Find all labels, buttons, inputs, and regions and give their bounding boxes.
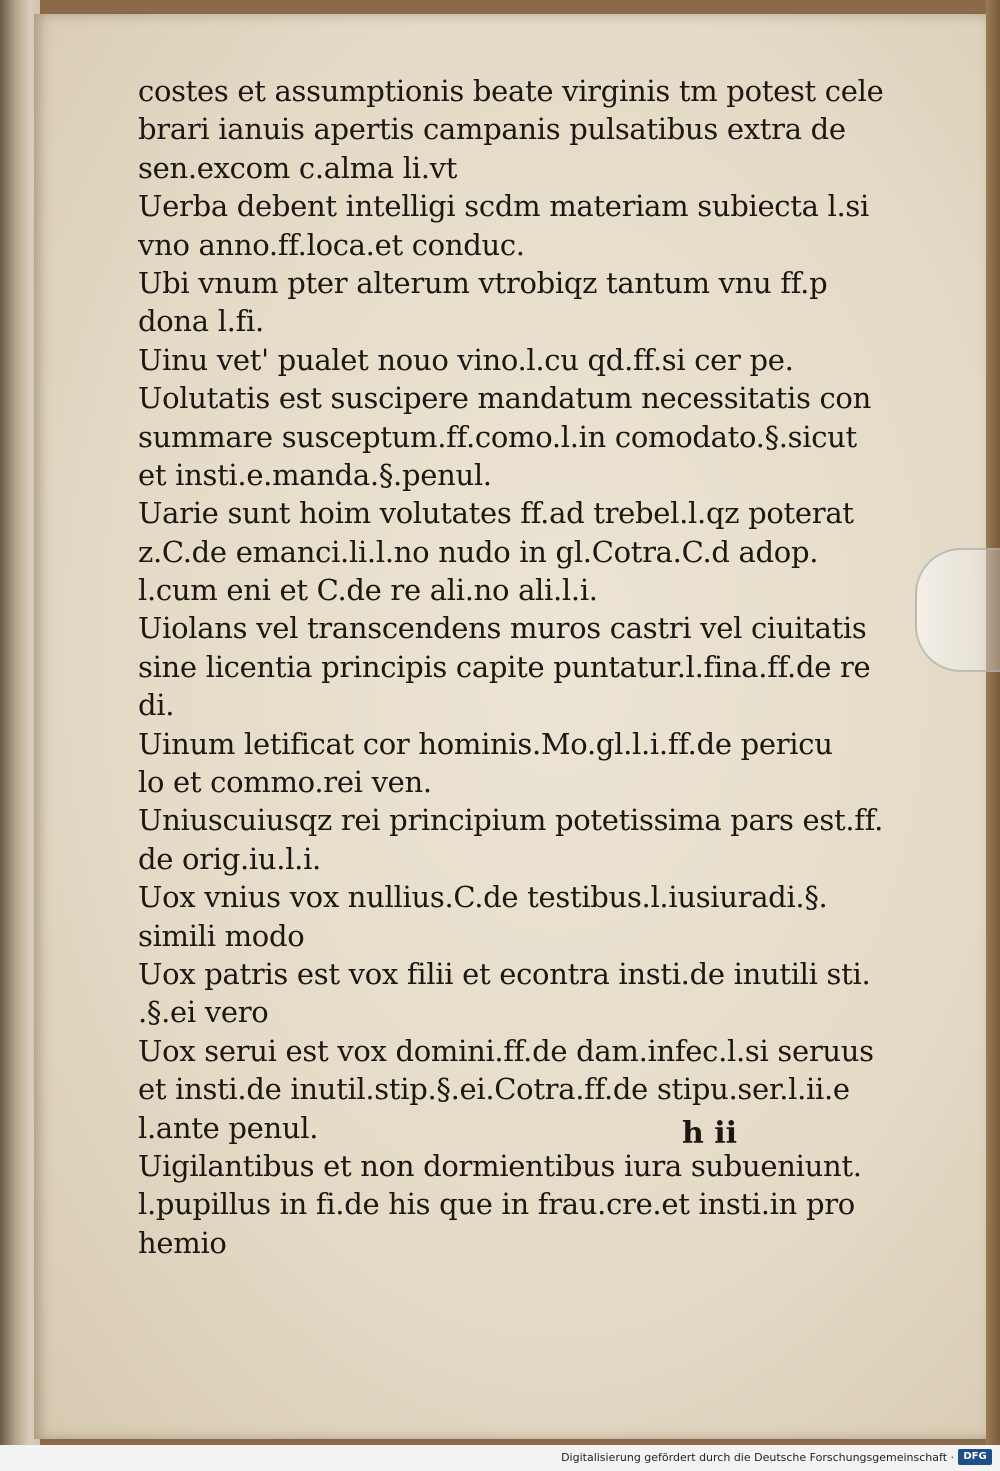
text-line: Uigilantibus et non dormientibus iura subueniunt. (138, 1148, 862, 1183)
text-line: Ubi vnum pter alterum vtrobiqz tantum vnu ff.p (138, 265, 828, 300)
text-line: sine licentia principis capite puntatur.l.fina.ff.de re (138, 649, 871, 684)
text-line: Uolutatis est suscipere mandatum necessitatis con (138, 381, 871, 416)
text-line: simili modo (138, 918, 305, 953)
text-line: Uiolans vel transcendens muros castri vel ciuitatis (138, 611, 867, 646)
text-line: costes et assumptionis beate virginis tm potest cele (138, 74, 884, 108)
text-line: Uniuscuiusqz rei principium potetissima pars est.ff. (138, 803, 884, 838)
text-line: Uox vnius vox nullius.C.de testibus.l.iusiuradi.§. (138, 880, 828, 915)
text-line: Uinum letificat cor hominis.Mo.gl.l.i.ff.de pericu (138, 726, 833, 761)
signature-mark: h ii (682, 1116, 738, 1151)
footer-credit: Digitalisierung gefördert durch die Deutsche Forschungsgemeinschaft · (561, 1451, 954, 1464)
text-line: sen.excom c.alma li.vt (138, 150, 458, 185)
text-line: z.C.de emanci.li.l.no nudo in gl.Cotra.C.d adop. (138, 534, 819, 569)
text-line: Uox serui est vox domini.ff.de dam.infec.l.si seruus (138, 1033, 874, 1068)
text-line: et insti.de inutil.stip.§.ei.Cotra.ff.de stipu.ser.l.ii.e (138, 1072, 850, 1107)
text-line: Uinu vet' pualet nouo vino.l.cu qd.ff.si cer pe. (138, 342, 794, 377)
text-line: Uarie sunt hoim volutates ff.ad trebel.l.qz poterat (138, 496, 854, 531)
text-line: l.ante penul. (138, 1110, 319, 1145)
page-clip (915, 548, 1000, 672)
footer-bar (0, 1445, 1000, 1471)
dfg-logo-icon: DFG (958, 1449, 992, 1465)
text-line: brari ianuis apertis campanis pulsatibus extra de (138, 112, 846, 147)
text-line: l.pupillus in fi.de his que in frau.cre.et insti.in pro (138, 1187, 855, 1222)
text-line: summare susceptum.ff.como.l.in comodato.§.sicut (138, 419, 857, 454)
text-line: Uox patris est vox filii et econtra insti.de inutili sti. (138, 956, 871, 991)
text-line: di. (138, 688, 175, 723)
text-line: et insti.e.manda.§.penul. (138, 457, 492, 492)
text-line: lo et commo.rei ven. (138, 765, 432, 800)
text-line: vno anno.ff.loca.et conduc. (138, 227, 525, 262)
text-line: dona l.fi. (138, 304, 264, 339)
text-line: .§.ei vero (138, 995, 269, 1030)
cover-edge (986, 0, 1000, 1445)
text-line: Uerba debent intelligi scdm materiam subiecta l.si (138, 189, 869, 224)
text-line: hemio (138, 1225, 227, 1260)
page-text (138, 72, 884, 1262)
text-line: de orig.iu.l.i. (138, 841, 321, 876)
text-line: l.cum eni et C.de re ali.no ali.l.i. (138, 573, 598, 608)
